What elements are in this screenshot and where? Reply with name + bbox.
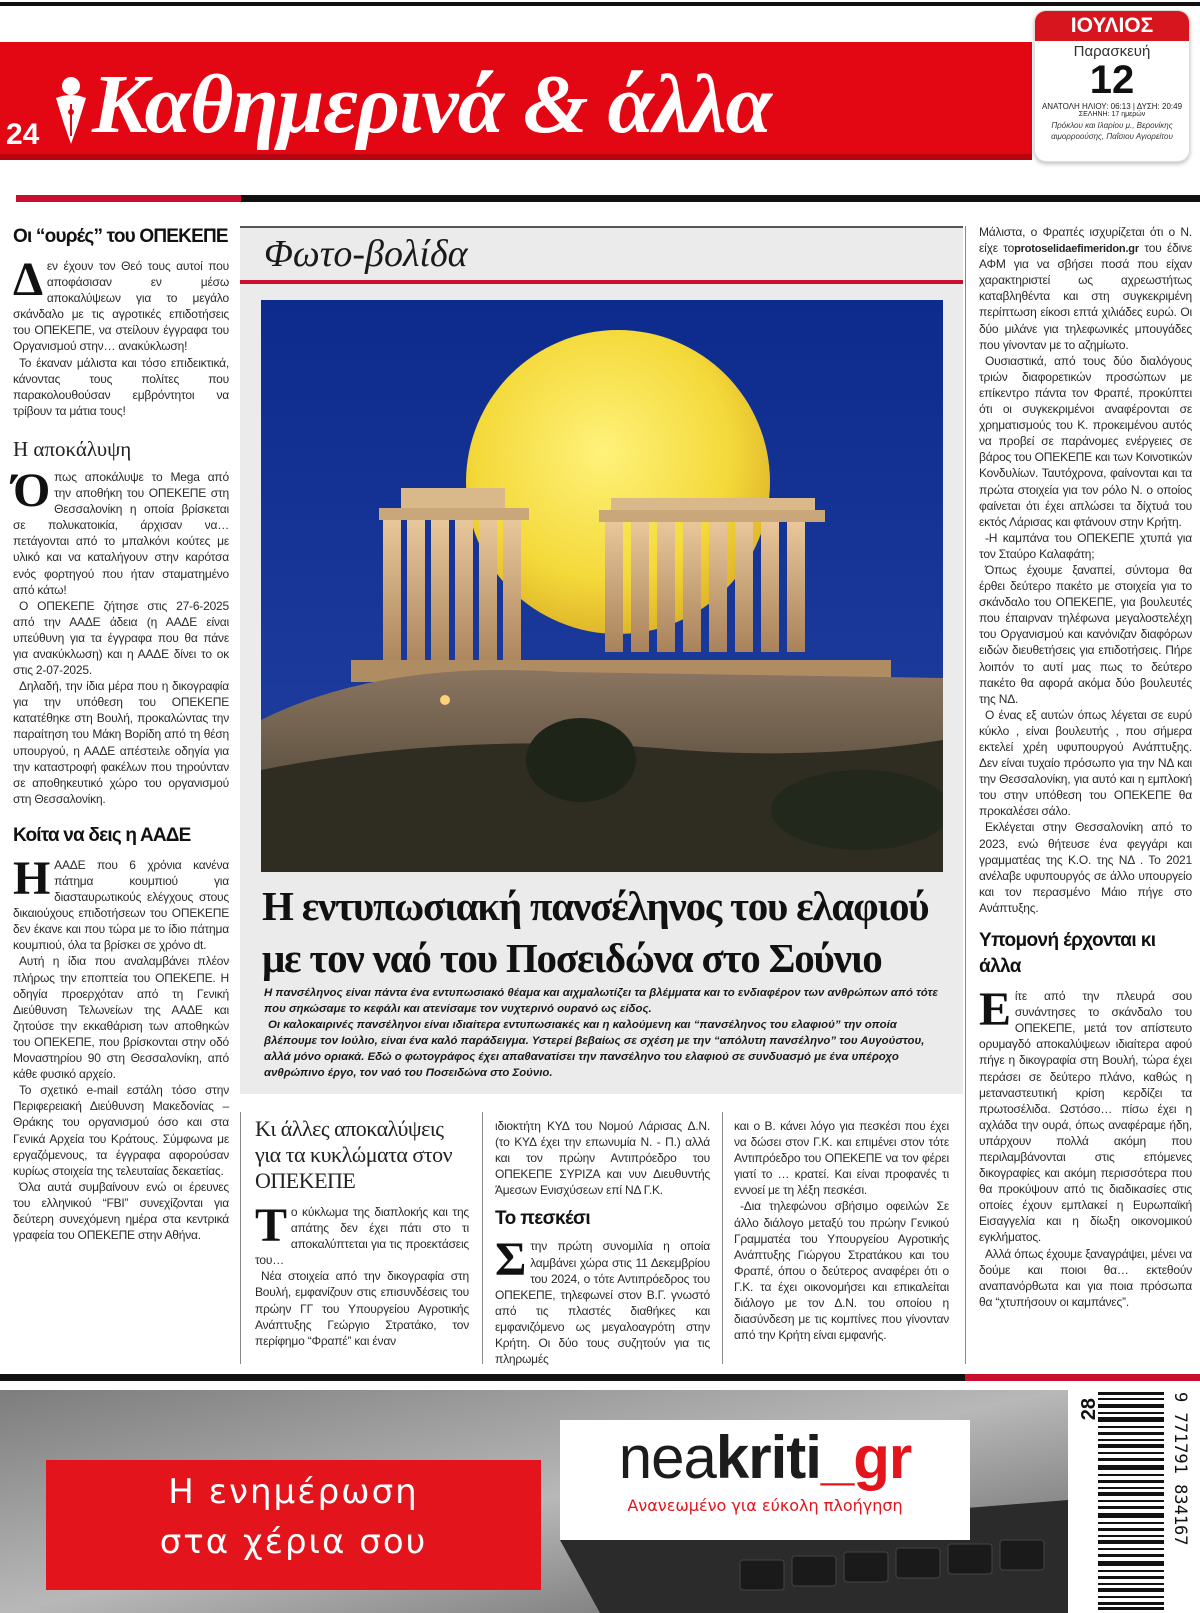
article-paragraph: Ο ΟΠΕΚΕΠΕ ζήτησε στις 27-6-2025 από την ΑΑΔΕ άδεια (η ΑΑΔΕ είναι υπεύθυνη για τα έγγραφα που θα πάνε για ανακύκλωση) και η ΑΑΔΕ δίνει το οκ στις 2-07-2025.: [13, 598, 229, 678]
article-paragraph: Δηλαδή, την ίδια μέρα που η δικογραφία για την υπόθεση του ΟΠΕΚΕΠΕ κατατέθηκε στη Βουλή, προκαλώντας την παραίτηση του Μάκη Βορίδη από τη θέση υπουργού, η ΑΑΔΕ απέστειλε οδηγία για την καταστροφή φακέλων που τηρούνταν σε αποθηκευτικό χώρο του οργανισμού στη Θεσσαλονίκη.: [13, 679, 229, 806]
barcode-icon: [1098, 1392, 1164, 1610]
article-paragraph: -Δια τηλεφώνου σβήσιμο οφειλών Σε άλλο διάλογο μεταξύ του πρώην Γενικού Γραμματέα του Υπουργείου Αγροτικής Ανάπτυξης Γιώργου Στρατάκου και του Φραπέ, όπου ο δεύτερος αναφέρει ότι ο Γ.Κ. τα έχει οικονομήσει και επικαλείται διάλογο με τον Δ.Ν. του οποίου η διασύνδεση με τις κομπίνες που γίνονταν από την Κρήτη είναι εμφανής.: [734, 1199, 949, 1343]
subheading: Το πεσκέσι: [495, 1208, 591, 1230]
bottom-rule-accent: [965, 1374, 1200, 1381]
advert-line-2: στα χέρια σου: [159, 1522, 428, 1562]
article-paragraph: Ουσιαστικά, από τους δύο διαλόγους τριών διαφορετικών προσώπων με επίκεντρο πάντα τον Φραπέ, προκύπτει ότι οι συγκεκριμένοι αναφέρονται σε χρηματισμούς του Κ. προκειμένου αυτός να προβεί σε παράνομες ενέργειες σε βάρος του ΟΠΕΚΕΠΕ και των Κοινοτικών Κονδυλίων. Ταυτόχρονα, φαίνονται και τα πρώτα στοιχεία για τον ρόλο Ν. ο οποίος φαίνεται ότι έχει απλώσει τα δίχτυά του εκτός Λάρισας και φτάνουν στην Κρήτη.: [979, 353, 1192, 529]
kicker-rule: [240, 280, 963, 284]
pen-logo-icon: [48, 74, 94, 146]
article-paragraph: Είτε από την πλευρά σου συνάντησες το σκάνδαλο του ΟΠΕΚΕΠΕ, μετά τον απίστευτο ορυμαγδό αποκαλύψεων ιδιαίτερα αφού πήγε η δικογραφία στη Βουλή, τώρα έχει περάσει σε δεύτερο πλάνο, καθώς η μεταναστευτική κρίση κερδίζει τα πρωτοσέλιδα. Ωστόσο… πίσω έχει η αχλάδα την ουρά, όπως αναφέραμε ήδη, υπάρχουν πολλά ακόμη που περιλαμβάνονται στις επόμενες δικογραφίες και ακόμη περισσότερα που θα προκύψουν από τις διαδικασίες στις οποίες έχουν εμπλακεί η Ευρωπαϊκή Εισαγγελία και η δίωξη οικονομικού εγκλήματος.: [979, 983, 1192, 1245]
source-watermark: protoselidaefimeridon.gr: [1014, 243, 1139, 256]
sun-times: ΑΝΑΤΟΛΗ ΗΛΙΟΥ: 06:13 | ΔΥΣΗ: 20:49: [1041, 102, 1183, 111]
lower-article-col-2: [495, 1118, 710, 1367]
column-divider: [482, 1112, 483, 1364]
date-weekday: Παρασκευή: [1073, 43, 1151, 60]
article-title: Οι “ουρές” του ΟΠΕΚΕΠΕ: [13, 226, 228, 247]
article-paragraph: Όπως αποκάλυψε το Mega από την αποθήκη του ΟΠΕΚΕΠΕ στη Θεσσαλονίκη η οποία βρίσκεται σε πολυκατοικία, άρχισαν να… πετάγονται από το μπαλκόνι κούτες με υλικό και να καταλήγουν στην καρότσα ενός φορτηγού που ήταν σταματημένο από κάτω!: [13, 463, 229, 597]
lede-paragraph: Η πανσέληνος είναι πάντα ένα εντυπωσιακό θέαμα και αιχμαλωτίζει τα βλέμματα και το ενδιαφέρον των ανθρώπων από τότε που σηκώσαμε το κεφάλι και ατενίσαμε τον νυχτερινό ουρανό ως είδος.: [264, 987, 938, 1015]
article-paragraph: ΗΑΑΔΕ που 6 χρόνια κανένα πάτημα κουμπιού για διασταυρωτικούς ελέγχους στους δικαιούχους επιδοτήσεων του ΟΠΕΚΕΠΕ δεν έκανε και που τώρα με το ίδιο πάτημα κουμπιού, όλα τα βρίσκει σε χρόνο dt.: [13, 851, 229, 953]
column-divider: [240, 1112, 241, 1364]
advert-line-1: Η ενημέρωση: [168, 1472, 419, 1512]
article-title: Υπομονή έρχονται κι άλλα: [979, 930, 1156, 978]
left-column: [13, 226, 229, 1243]
drop-cap: Ό: [13, 463, 51, 517]
lower-article-col-3: [734, 1118, 949, 1343]
column-divider: [722, 1112, 723, 1364]
right-column: [979, 224, 1192, 1310]
page-number: 24: [6, 118, 40, 151]
date-month: ΙΟΥΛΙΟΣ: [1035, 11, 1189, 41]
section-rule-accent: [16, 195, 241, 202]
column-divider: [965, 226, 966, 1364]
temple-moon-photo: [261, 300, 943, 872]
masthead-title: Καθημερινά & άλλα: [92, 58, 771, 151]
drop-cap: Η: [13, 851, 51, 905]
date-day-number: 12: [1089, 58, 1135, 102]
saints-of-day: Πρόκλου και Ιλαρίου μ., Βερονίκης αιμορροούσης, Παΐσιου Αγιορείτου: [1051, 121, 1173, 141]
article-paragraph: Όπως έχουμε ξαναπεί, σύντομα θα έρθει δεύτερο πακέτο με στοιχεία για το σκάνδαλο του ΟΠΕΚΕΠΕ, για βουλευτές που έπαιρναν τηλέφωνα μεγαλοστελέχη του Οργανισμού και κανόνιζαν διαφόρων ειδών διευθετήσεις για επιδοτήσεις. Πήρε λοιπόν το αυτί μας πως το δεύτερο πακέτο θα αφορά ακόμα δύο βουλευτές της ΝΔ.: [979, 562, 1192, 706]
article-paragraph: Το σχετικό e-mail εστάλη τόσο στην Περιφερειακή Διεύθυνση Μακεδονίας – Θράκης του οργανισμού όσο και στα Γενικά Αρχεία του Κράτους. Σύμφωνα με εργαζόμενους, τα έγγραφα αφορούσαν κυρίως στοιχεία της τελευταίας δεκαετίας.: [13, 1083, 229, 1178]
feature-top-rule: [240, 226, 963, 228]
article-paragraph: Όλα αυτά συμβαίνουν ενώ οι έρευνες του ελληνικού “FBI” συνεχίζονται για δεύτερη συνεχόμενη ημέρα στα κεντρικά γραφεία του ΟΠΕΚΕΠΕ στην Αθήνα.: [13, 1179, 229, 1243]
article-title: Η αποκάλυψη: [13, 436, 132, 461]
feature-lede: [264, 985, 944, 1081]
date-box: [1034, 10, 1190, 162]
neakriti-logo: neakriti_gr: [618, 1424, 912, 1491]
article-paragraph: Αλλά όπως έχουμε ξαναγράψει, μένει να δούμε και ποιοι θα… εκτεθούν αναπανόρθωτα και για ποια πρόσωπα θα “χτυπήσουν οι καμπάνες”.: [979, 1246, 1192, 1309]
barcode-digits: 9 771791 834167: [1170, 1392, 1190, 1546]
masthead-strip: [0, 154, 1032, 160]
issue-number: 28: [1078, 1398, 1100, 1421]
feature-headline: Η εντυπωσιακή πανσέληνος του ελαφιού με τον ναό του Ποσειδώνα στο Σούνιο: [262, 883, 929, 981]
article-paragraph: Δεν έχουν τον Θεό τους αυτοί που αποφάσισαν εν μέσω αποκαλύψεων για το μεγάλο σκάνδαλο με τις αγροτικές επιδοτήσεις του ΟΠΕΚΕΠΕ, να στείλουν έγγραφα του Οργανισμού στην… ανακύκλωση!: [13, 253, 229, 354]
article-title: Κι άλλες αποκαλύψεις για τα κυκλώματα στον ΟΠΕΚΕΠΕ: [255, 1116, 453, 1193]
article-paragraph: και ο Β. κάνει λόγο για πεσκέσι που έχει να δώσει στον Γ.Κ. και επιμένει στον τότε Αντιπρόεδρο του ΟΠΕΚΕΠΕ να τον φέρει γιατί το … κρατεί. Και είναι προφανές τι εννοεί με τη λέξη πεσκέσι.: [734, 1119, 949, 1198]
lower-article-col-1: [255, 1116, 469, 1349]
advert-tagline: Ανανεωμένο για εύκολη πλοήγηση: [627, 1496, 903, 1515]
top-rule: [0, 2, 1200, 6]
article-title: Κοίτα να δεις η ΑΑΔΕ: [13, 824, 191, 846]
lede-paragraph: Οι καλοκαιρινές πανσέληνοι είναι ιδιαίτερα εντυπωσιακές και η καλούμενη και “πανσέληνος του ελαφιού” την οποία βλέπουμε τον Ιούλιο, είναι ένα καλό παράδειγμα. Υστερεί βεβαίως σε σχέση με την “απόλυτη πανσέληνο” του Αυγούστου, αλλά μόνο οριακά. Εδώ ο φωτογράφος έχει απαθανατίσει την πανσέληνο του ελαφιού σε συνδυασμό με ένα υπέροχο ανθρώπινο έργο, τον ναό του Ποσειδώνα στο Σούνιο.: [264, 1019, 925, 1079]
article-paragraph: ιδιοκτήτη ΚΥΔ του Νομού Λάρισας Δ.Ν. (το ΚΥΔ έχει την επωνυμία Ν. - Π.) αλλά και τον πρώην Αντιπρόεδρο του ΟΠΕΚΕΠΕ ΣΥΡΙΖΑ και νυν Διευθυντής Άμεσων Ενισχύσεων επί ΝΔ Γ.Κ.: [495, 1119, 710, 1198]
feature-kicker: Φωτο-βολίδα: [264, 233, 468, 275]
drop-cap: Τ: [255, 1199, 287, 1252]
article-paragraph: -Η καμπάνα του ΟΠΕΚΕΠΕ χτυπά για τον Σταύρο Καλαφάτη;: [979, 530, 1192, 561]
article-paragraph: Το κύκλωμα της διαπλοκής και της απάτης δεν έχει πάτι στο τι αποκαλύπτεται για τις προεκτάσεις του…: [255, 1199, 469, 1268]
article-paragraph: Στην πρώτη συνομιλία η οποία λαμβάνει χώρα στις 11 Δεκεμβρίου του 2024, ο τότε Αντιπρόεδρος του ΟΠΕΚΕΠΕ, τηλεφωνεί στον Β.Γ. γνωστό από τις πλαστές διαθήκες και εμφανιζόμενο ως μεγαλοαγρότη στην Κρήτη. Οι δύο τους συζητούν για τις πληρωμές: [495, 1233, 710, 1367]
article-paragraph: Αυτή η ίδια που αναλαμβάνει πλέον πλήρως την εποπτεία του ΟΠΕΚΕΠΕ. Η οδηγία προερχόταν από τη Γενική Διεύθυνση Τελωνείων της ΑΑΔΕ και ζητούσε την εκκαθάριση των αποθηκών του ΟΠΕΚΕΠΕ, που βρίσκονται στην οδό Μοναστηρίου 90 στη Θεσσαλονίκη, από κάθε φυσικό αρχείο.: [13, 954, 229, 1082]
article-paragraph: Μάλιστα, ο Φραπές ισχυρίζεται ότι ο Ν. είχε τοprotoselidaefimeridon.gr του έδινε ΑΦΜ για να σβήσει ποσά που είχαν χαρακτηριστεί ως αχρεωστήτως καταβληθέντα και στη συγκεκριμένη περίπτωση είκοσι επτά χιλιάδες ευρώ. Οι δύο μιλάνε για τηλεφωνικές μπουγάδες που γίνονταν με το αζημίωτο.: [979, 225, 1192, 352]
article-paragraph: Το έκαναν μάλιστα και τόσο επιδεικτικά, κάνοντας τους πολίτες που παρακολουθούσαν εμβρόντητοι να τρίβουν τα μάτια τους!: [13, 355, 229, 418]
drop-cap: Ε: [979, 983, 1011, 1037]
article-paragraph: Ο ένας εξ αυτών όπως λέγεται σε ευρύ κύκλο , είναι βουλευτής , που σήμερα εκτελεί χρέη υφυπουργού Ανάπτυξης. Δεν είναι τυχαίο πρόσωπο για την ΝΔ και την Θεσσαλονίκη, για αυτό και η εμπλοκή του στην υπόθεση του ΟΠΕΚΕΠΕ θα προκαλέσει σάλο.: [979, 707, 1192, 819]
moon-age: ΣΕΛΗΝΗ: 17 ημερών: [1078, 111, 1146, 118]
article-paragraph: Νέα στοιχεία από την δικογραφία στη Βουλή, εμφανίζουν στις επισυνδέσεις του πρώην ΓΓ του Υπουργείου Αγροτικής Ανάπτυξης Γεώργιο Στρατάκο, τον περίφημο “Φραπέ” και έναν: [255, 1269, 469, 1348]
drop-cap: Σ: [495, 1233, 527, 1287]
drop-cap: Δ: [13, 253, 43, 306]
article-paragraph: Εκλέγεται στην Θεσσαλονίκη από το 2023, ενώ θήτευσε ένα φεγγάρι και γραμματέας της Κ.Ο. της ΝΔ . Το 2021 ανέλαβε υφυπουργός σε άλλο υπουργείο και τον περασμένο Μάιο πήγε στο Ανάπτυξης.: [979, 820, 1192, 915]
